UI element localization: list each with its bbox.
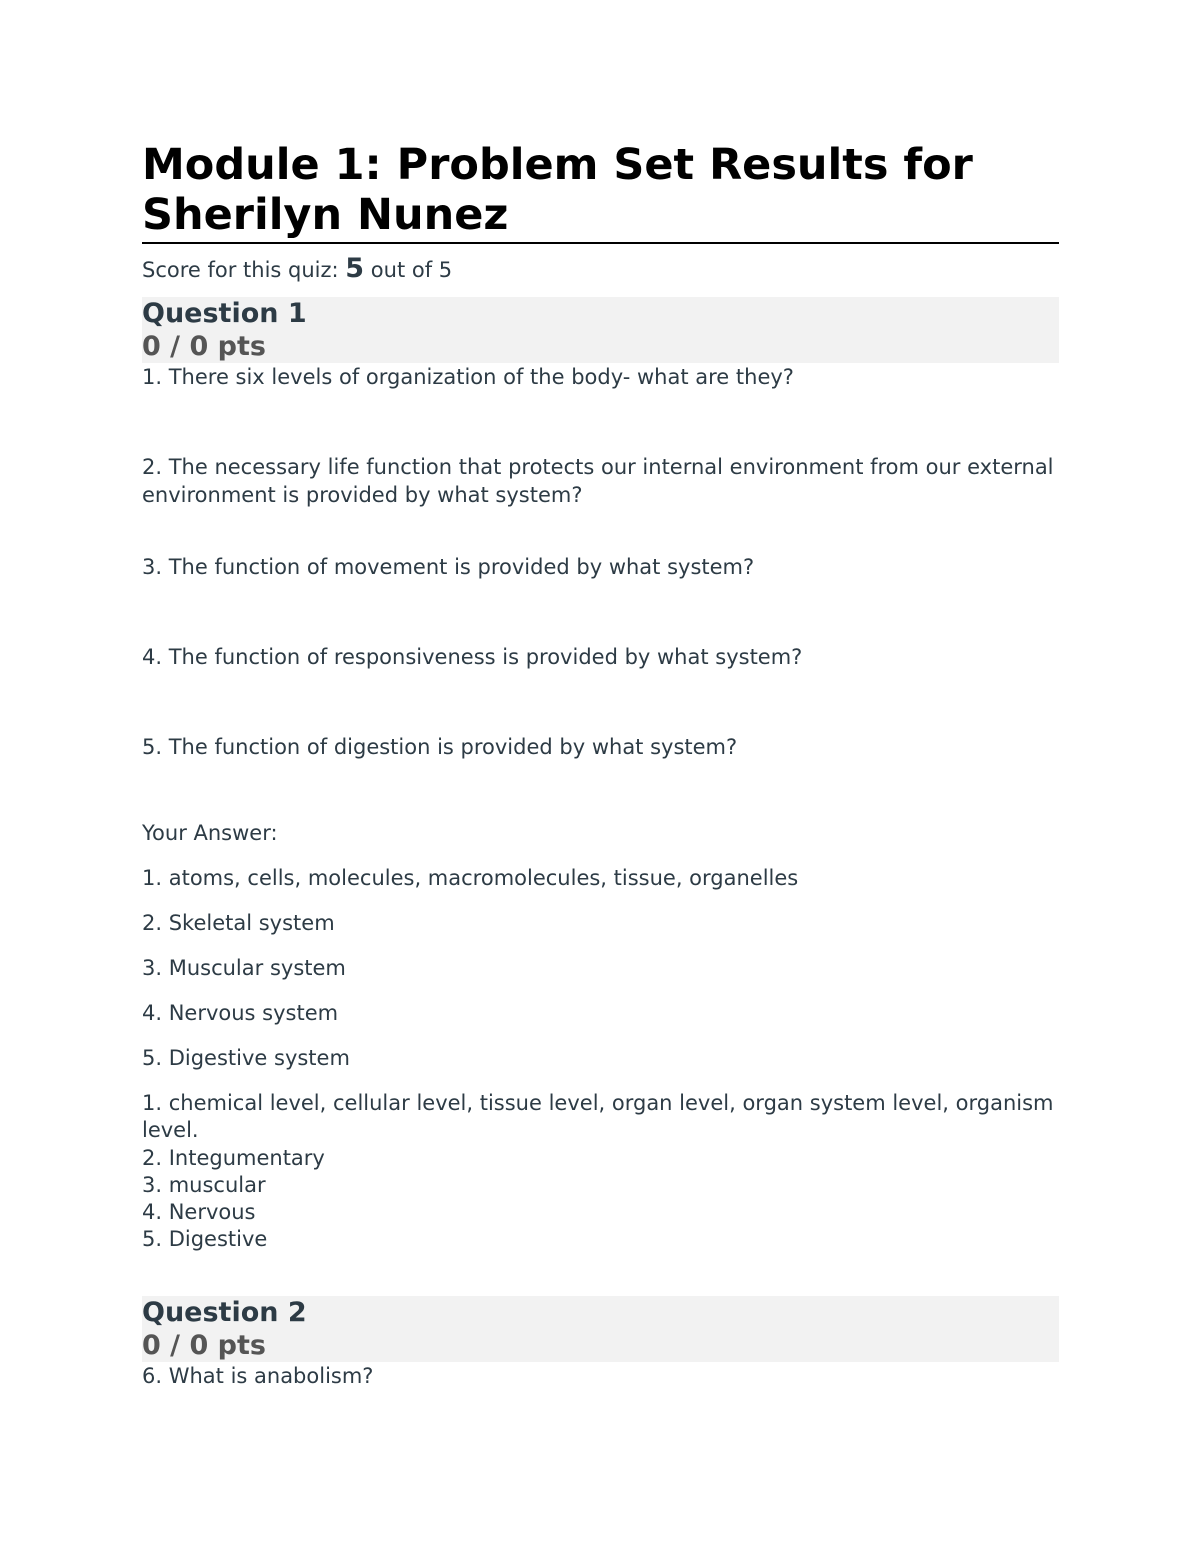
correct-answer-item: 5. Digestive [142,1227,268,1252]
quiz-results-page [142,140,1059,1390]
question-1-title: Question 1 [142,298,307,329]
correct-answer-item: 3. muscular [142,1172,266,1197]
question-1-prompt-3: 3. The function of movement is provided by what system? [142,555,755,579]
correct-answer-item: 2. Integumentary [142,1145,325,1170]
score-label: Score for this quiz: [142,258,339,282]
correct-answers-block [142,1090,1059,1254]
score-total: out of 5 [370,258,453,282]
question-2-body [142,1362,1059,1390]
question-1-prompt-4: 4. The function of responsiveness is provided by what system? [142,645,803,669]
question-2-prompt-1: 6. What is anabolism? [142,1363,374,1388]
question-1-header [142,297,1059,363]
answer-item: 2. Skeletal system [142,911,335,935]
question-1-prompt-5: 5. The function of digestion is provided by what system? [142,735,738,759]
correct-answer-item: 1. chemical level, cellular level, tissue level, organ level, organ system level, organism level. [142,1091,1054,1143]
question-1-points: 0 / 0 pts [142,331,266,362]
page-title: Module 1: Problem Set Results for Sherilyn Nunez [142,140,1059,244]
question-1-body [142,363,1059,1254]
answer-item: 3. Muscular system [142,956,346,980]
answer-item: 1. atoms, cells, molecules, macromolecules, tissue, organelles [142,866,799,890]
your-answer-label: Your Answer: [142,821,278,845]
question-2-title: Question 2 [142,1296,307,1328]
answer-item: 4. Nervous system [142,1001,339,1025]
question-2-points: 0 / 0 pts [142,1329,266,1361]
question-1-prompt-1: 1. There six levels of organization of the body- what are they? [142,365,794,389]
question-2-header [142,1296,1059,1362]
question-1-prompt-2: 2. The necessary life function that protects our internal environment from our external environment is provided by what system? [142,455,1054,507]
answer-item: 5. Digestive system [142,1046,350,1070]
correct-answer-item: 4. Nervous [142,1200,256,1225]
score-value: 5 [345,253,365,284]
quiz-score [142,254,1059,285]
